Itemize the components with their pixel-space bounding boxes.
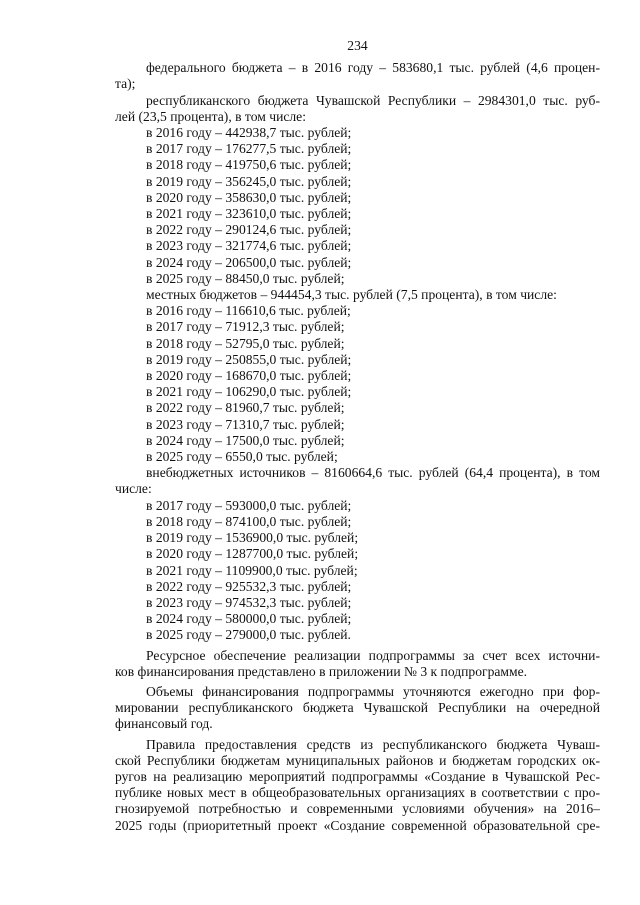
text-line: Объемы финансирования подпрограммы уточняются ежегодно при фор- — [146, 683, 600, 699]
text-line: Правила предоставления средств из республиканского бюджета Чуваш- — [146, 736, 600, 752]
text-line: та); — [115, 76, 136, 92]
text-line: в 2025 году – 88450,0 тыс. рублей; — [146, 270, 345, 286]
text-line: в 2023 году – 974532,3 тыс. рублей; — [146, 594, 352, 610]
text-line: республиканского бюджета Чувашской Республики – 2984301,0 тыс. руб- — [146, 92, 600, 108]
text-line: числе: — [115, 481, 152, 497]
text-line: в 2019 году – 250855,0 тыс. рублей; — [146, 351, 352, 367]
text-line: в 2017 году – 176277,5 тыс. рублей; — [146, 141, 352, 157]
text-line: в 2021 году – 323610,0 тыс. рублей; — [146, 206, 352, 222]
text-line: в 2022 году – 81960,7 тыс. рублей; — [146, 400, 345, 416]
text-line: в 2025 году – 6550,0 тыс. рублей; — [146, 449, 338, 465]
text-line: ской Республики бюджетам муниципальных районов и бюджетам городских ок- — [115, 752, 600, 768]
text-line: гнозируемой потребностью и современными условиями обучения» на 2016– — [115, 801, 600, 817]
text-line: в 2018 году – 52795,0 тыс. рублей; — [146, 335, 345, 351]
text-line: в 2022 году – 925532,3 тыс. рублей; — [146, 578, 352, 594]
text-line: в 2017 году – 593000,0 тыс. рублей; — [146, 497, 352, 513]
text-line: в 2021 году – 1109900,0 тыс. рублей; — [146, 562, 358, 578]
text-line: в 2018 году – 419750,6 тыс. рублей; — [146, 157, 352, 173]
text-line: в 2017 году – 71912,3 тыс. рублей; — [146, 319, 345, 335]
text-line: в 2019 году – 1536900,0 тыс. рублей; — [146, 530, 359, 546]
text-line: лей (23,5 процента), в том числе: — [115, 108, 306, 124]
text-line: в 2024 году – 580000,0 тыс. рублей; — [146, 611, 352, 627]
text-line: в 2023 году – 71310,7 тыс. рублей; — [146, 416, 345, 432]
document-page — [115, 38, 600, 834]
text-line: в 2018 году – 874100,0 тыс. рублей; — [146, 513, 352, 529]
text-line: финансовый год. — [115, 716, 213, 732]
text-line: внебюджетных источников – 8160664,6 тыс. рублей (64,4 процента), в том — [146, 465, 600, 481]
text-line: в 2024 году – 17500,0 тыс. рублей; — [146, 432, 345, 448]
text-line: в 2021 году – 106290,0 тыс. рублей; — [146, 384, 352, 400]
text-line: в 2016 году – 116610,6 тыс. рублей; — [146, 303, 351, 319]
text-line: в 2020 году – 1287700,0 тыс. рублей; — [146, 546, 359, 562]
text-line: ков финансирования представлено в приложении № 3 к подпрограмме. — [115, 663, 528, 679]
text-line: в 2025 году – 279000,0 тыс. рублей. — [146, 627, 351, 643]
text-line: в 2016 году – 442938,7 тыс. рублей; — [146, 125, 352, 141]
text-line: ругов на реализацию мероприятий подпрограммы «Создание в Чувашской Рес- — [115, 768, 600, 784]
text-line: в 2022 году – 290124,6 тыс. рублей; — [146, 222, 352, 238]
text-line: в 2020 году – 358630,0 тыс. рублей; — [146, 189, 352, 205]
text-line: Ресурсное обеспечение реализации подпрограммы за счет всех источни- — [146, 647, 600, 663]
text-line: местных бюджетов – 944454,3 тыс. рублей (7,5 процента), в том числе: — [146, 287, 557, 303]
text-line: в 2023 году – 321774,6 тыс. рублей; — [146, 238, 352, 254]
document-body — [115, 60, 600, 834]
text-line: 2025 годы (приоритетный проект «Создание современной образовательной сре- — [115, 817, 600, 833]
text-line: федерального бюджета – в 2016 году – 583680,1 тыс. рублей (4,6 процен- — [146, 60, 600, 76]
page-number: 234 — [347, 38, 368, 53]
text-line: в 2024 году – 206500,0 тыс. рублей; — [146, 254, 352, 270]
text-line: мировании республиканского бюджета Чувашской Республики на очередной — [115, 700, 600, 716]
text-line: в 2020 году – 168670,0 тыс. рублей; — [146, 368, 352, 384]
text-line: публике новых мест в общеобразовательных организациях в соответствии с про- — [115, 785, 600, 801]
text-line: в 2019 году – 356245,0 тыс. рублей; — [146, 173, 352, 189]
